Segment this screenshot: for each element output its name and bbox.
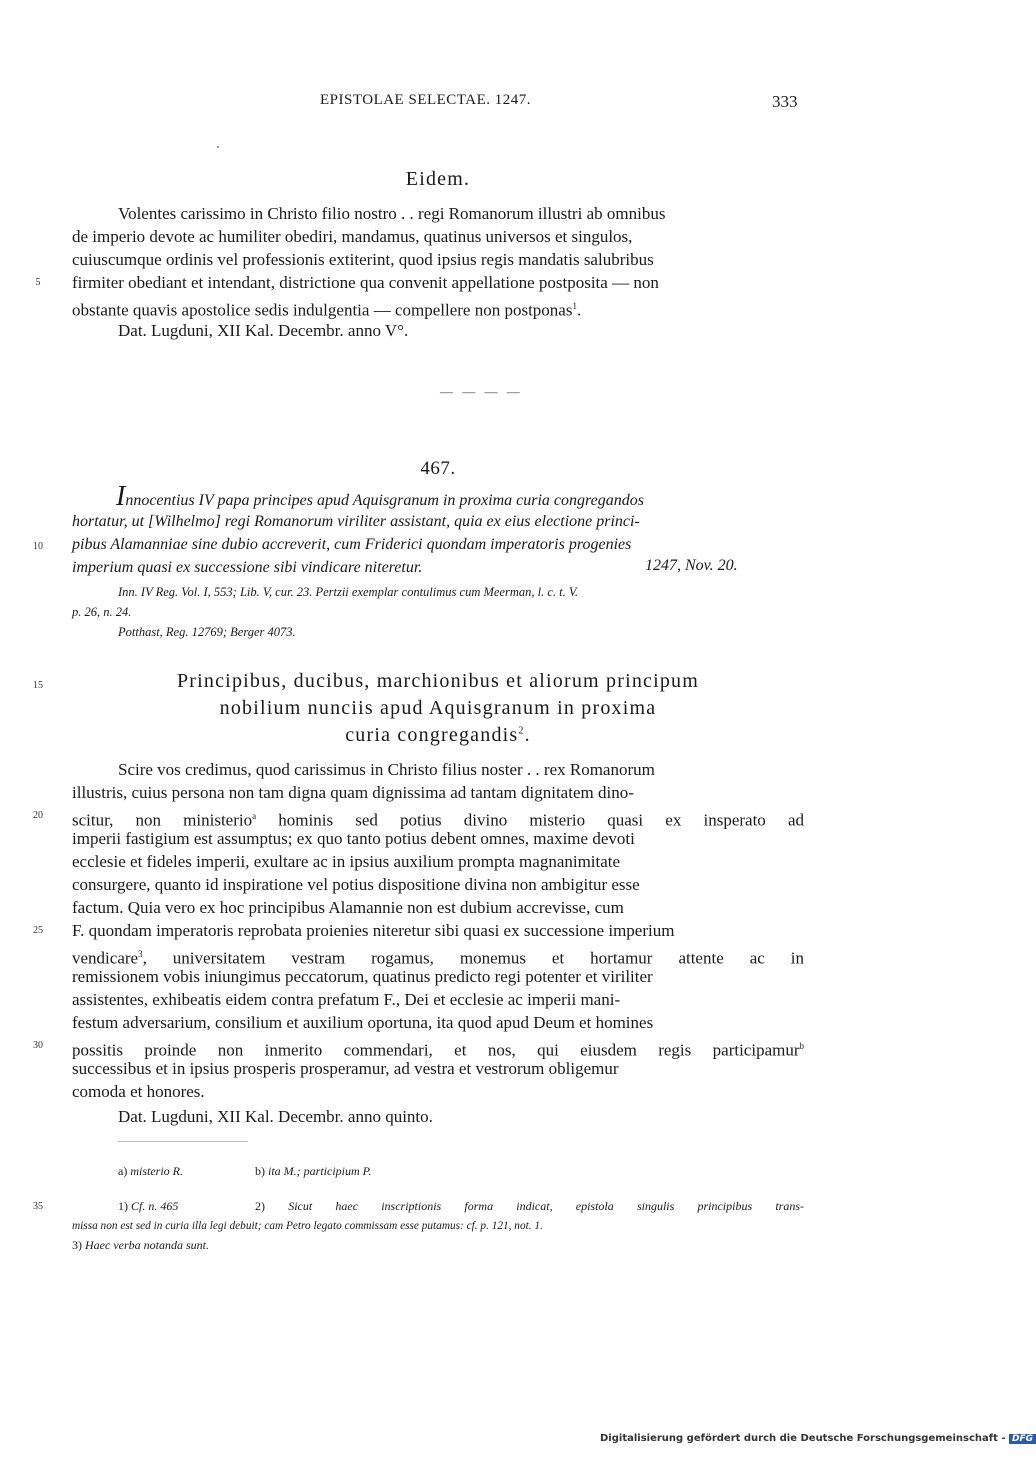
line-number: 15 xyxy=(33,680,43,691)
apparatus-text: misterio R. xyxy=(130,1164,183,1178)
sponsor-text: Digitalisierung gefördert durch die Deutsche Forschungsgemeinschaft - xyxy=(600,1433,1006,1444)
letter2-line: Scire vos credimus, quod carissimus in Christo filius noster . . rex Romanorum xyxy=(118,760,655,779)
letter2-line: successibus et in ipsius prosperis prosperamur, ad vestra et vestrorum obligemur xyxy=(72,1059,619,1078)
line-number: 10 xyxy=(33,541,43,552)
letter2-line: possitis proinde non inmerito commendari, et nos, qui eiusdem regis participamur xyxy=(72,1040,800,1060)
letter1-date: Dat. Lugduni, XII Kal. Decembr. anno V°. xyxy=(118,321,409,340)
separator: — — — — xyxy=(440,384,523,399)
letter2-title-line: nobilium nunciis apud Aquisgranum in proxima xyxy=(219,697,657,719)
letter2-line: scitur, non ministerio xyxy=(72,810,253,830)
footnote-3 xyxy=(72,1236,209,1254)
apparatus-a xyxy=(118,1162,183,1180)
footnote-2-cont: missa non est sed in curia illa legi debuit; cam Petro legato commissam esse putamus: cf. p. 121, not. 1. xyxy=(72,1220,543,1232)
dropcap: I xyxy=(116,481,126,512)
letter2-title-end: . xyxy=(524,724,531,746)
line-number: 25 xyxy=(33,925,43,936)
letter2-line: hominis sed potius divino misterio quasi ex insperato ad xyxy=(278,810,805,830)
line-number: 5 xyxy=(35,277,41,288)
apparatus-ref: a xyxy=(252,811,257,821)
line-number: 35 xyxy=(33,1201,43,1212)
footnote-ref: 3 xyxy=(138,949,143,959)
apparatus-text: ita M.; participium P. xyxy=(268,1164,372,1178)
letter1-line-last xyxy=(72,295,804,322)
letter2-line: consurgere, quanto id inspiratione vel potius dispositione divina non ambigitur esse xyxy=(72,875,640,894)
letter1-title: Eidem. xyxy=(405,168,471,190)
summary-line: hortatur, ut [Wilhelmo] regi Romanorum viriliter assistant, quia ex eius electione princi- xyxy=(72,513,640,530)
page-number: 333 xyxy=(772,92,798,111)
summary-line: nnocentius IV papa principes apud Aquisgranum in proxima curia congregandos xyxy=(125,492,644,509)
letter2-line: comoda et honores. xyxy=(72,1082,205,1101)
footnote-text: Haec verba notanda sunt. xyxy=(85,1238,209,1252)
letter1-line: cuiuscumque ordinis vel professionis extiterint, quod ipsius regis mandatis salubribus xyxy=(72,250,654,269)
letter2-line: factum. Quia vero ex hoc principibus Alamannie non est dubium accrevisse, cum xyxy=(72,898,624,917)
summary-line: pibus Alamanniae sine dubio accreverit, cum Friderici quondam imperatoris progenies xyxy=(72,536,632,553)
footnote-ref: 2 xyxy=(518,725,525,737)
letter2-line: ecclesie et fideles imperii, exultare ac in ipsius auxilium prompta magnanimitate xyxy=(72,852,621,871)
letter2-line: assistentes, exhibeatis eidem contra prefatum F., Dei et ecclesie ac imperii mani- xyxy=(72,990,621,1009)
letter2-line: remissionem vobis iniungimus peccatorum, quatinus predicto regi potenter et viriliter xyxy=(72,967,653,986)
letter1-line: obstante quavis apostolice sedis indulgentia — compellere non postponas xyxy=(72,300,573,320)
letter2-line: imperii fastigium est assumptus; ex quo tanto potius debent omnes, maxime devoti xyxy=(72,829,635,848)
letter1-line: firmiter obediant et intendant, districtione qua convenit appellatione postposita — non xyxy=(72,273,659,292)
source-line: Potthast, Reg. 12769; Berger 4073. xyxy=(118,625,296,639)
source-line: Inn. IV Reg. Vol. I, 553; Lib. V, cur. 23. Pertzii exemplar contulimus cum Meerman, l. c. t. V. xyxy=(118,585,579,599)
letter2-date: Dat. Lugduni, XII Kal. Decembr. anno quinto. xyxy=(118,1107,433,1126)
summary-first-line xyxy=(72,481,804,513)
letter2-line: festum adversarium, consilium et auxilium oportuna, ita quod apud Deum et homines xyxy=(72,1013,654,1032)
footnote-2 xyxy=(255,1197,804,1215)
letter1-end: . xyxy=(576,300,582,320)
footnote-ref: 1 xyxy=(572,301,577,311)
line-number: 20 xyxy=(33,810,43,821)
letter1-line: Volentes carissimo in Christo filio nostro . . regi Romanorum illustri ab omnibus xyxy=(118,204,666,223)
letter2-title-line-last xyxy=(72,724,804,747)
apparatus-mark: a) xyxy=(118,1164,128,1178)
source-line: p. 26, n. 24. xyxy=(72,605,132,619)
document-date: 1247, Nov. 20. xyxy=(645,557,738,574)
document-number: 467. xyxy=(420,458,456,479)
letter2-line: vendicare xyxy=(72,948,139,968)
apparatus-mark: b) xyxy=(255,1164,265,1178)
line-number: 30 xyxy=(33,1040,43,1051)
footnote-mark: 3) xyxy=(72,1238,82,1252)
running-title: EPISTOLAE SELECTAE. 1247. xyxy=(320,92,532,108)
footnote-mark: 1) xyxy=(118,1199,128,1213)
sponsor-credit xyxy=(600,1433,1036,1444)
apparatus-ref: b xyxy=(799,1041,804,1051)
letter2-title-line: Principibus, ducibus, marchionibus et aliorum principum xyxy=(176,670,700,692)
apparatus-b xyxy=(255,1162,371,1180)
footnote-mark: 2) xyxy=(255,1199,265,1213)
letter1-line: de imperio devote ac humiliter obediri, mandamus, quatinus universos et singulos, xyxy=(72,227,633,246)
summary-line: imperium quasi ex successione sibi vindicare niteretur. xyxy=(72,559,423,576)
letter2-line: F. quondam imperatoris reprobata proienies niteretur sibi quasi ex successione imperium xyxy=(72,921,675,940)
footnote-text: Sicut haec inscriptionis forma indicat, epistola singulis principibus trans- xyxy=(288,1199,805,1213)
footnote-text: Cf. n. 465 xyxy=(131,1199,179,1213)
letter2-line: , universitatem vestram rogamus, monemus et hortamur attente ac in xyxy=(142,948,804,968)
letter2-line: illustris, cuius persona non tam digna quam dignissima ad tantam dignitatem dino- xyxy=(72,783,634,802)
letter2-title-line: curia congregandis xyxy=(345,724,519,746)
dfg-logo: DFG xyxy=(1009,1434,1036,1444)
footnote-1 xyxy=(118,1197,178,1215)
